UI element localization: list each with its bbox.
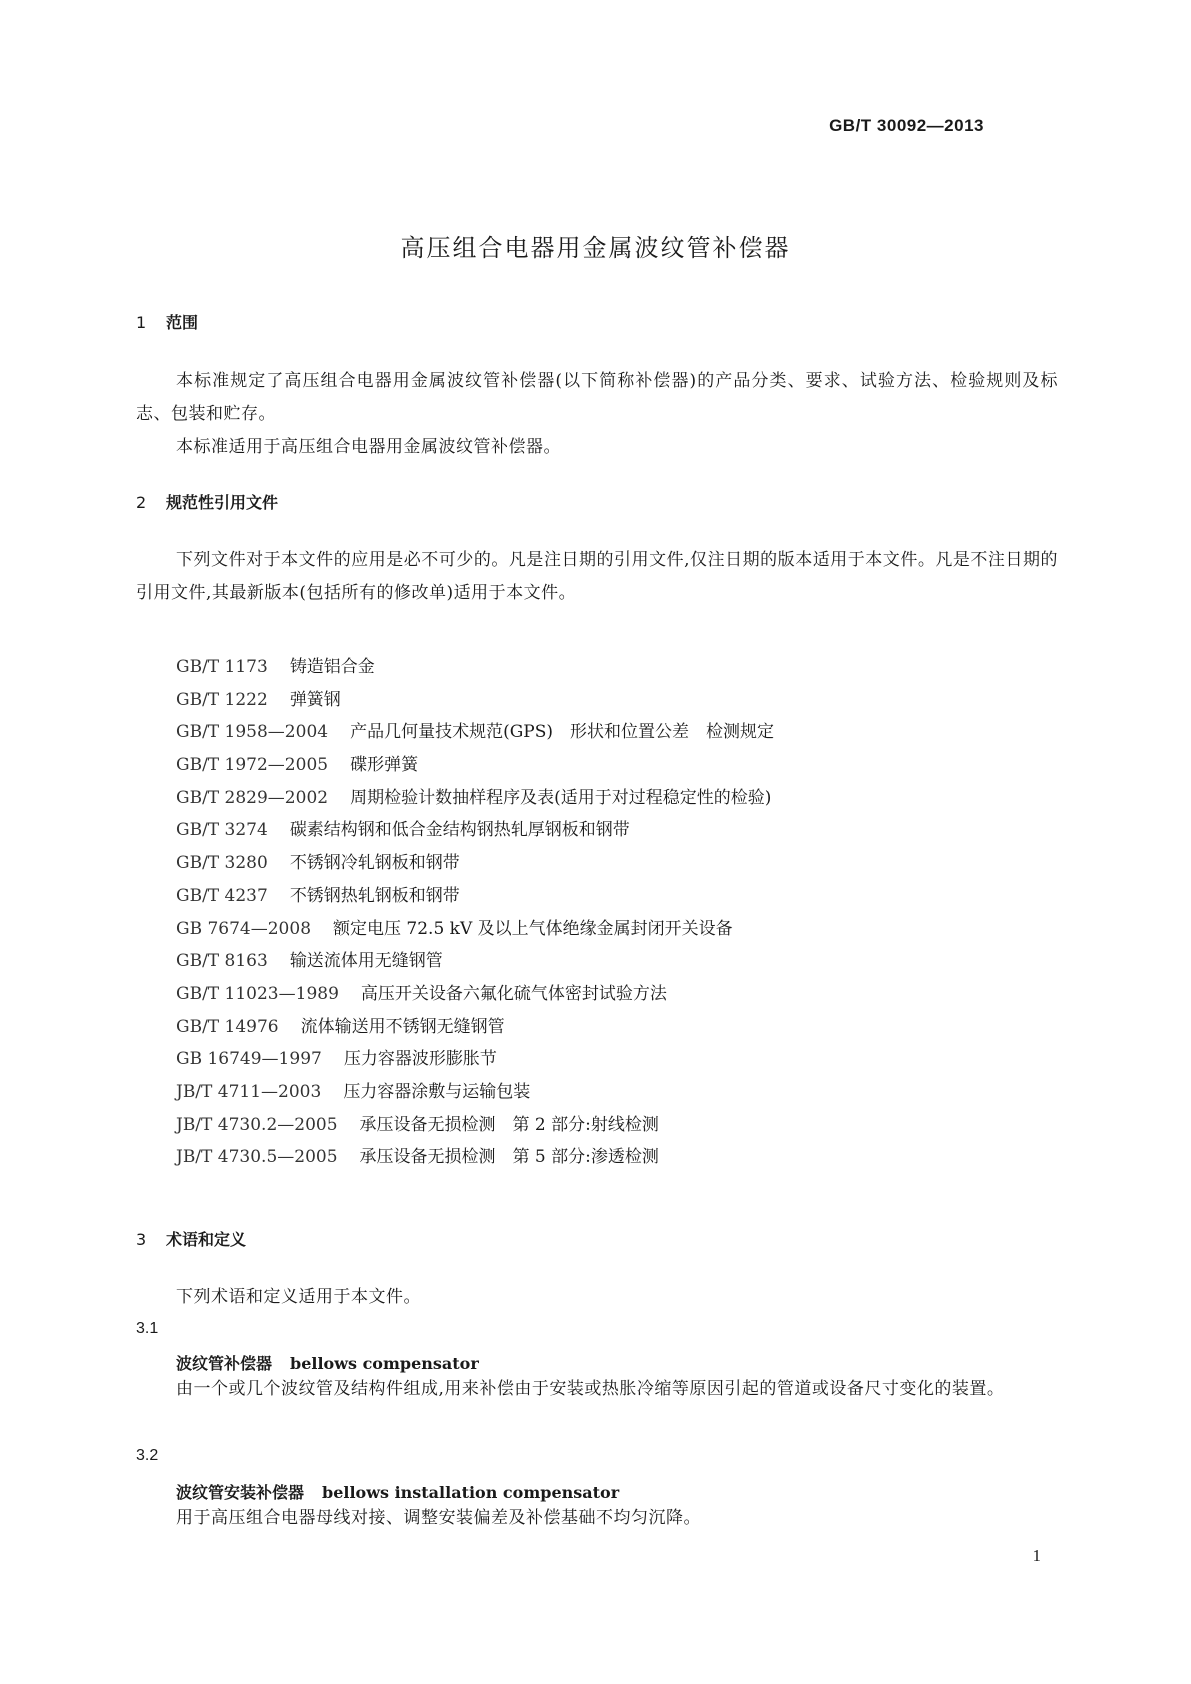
reference-title: 输送流体用无缝钢管 xyxy=(289,951,443,972)
reference-code: GB/T 2829—2002 xyxy=(176,787,329,808)
document-title: 高压组合电器用金属波纹管补偿器 xyxy=(400,234,791,262)
term-name-en: bellows compensator xyxy=(290,1354,479,1373)
standard-code: GB/T 30092—2013 xyxy=(829,116,984,135)
section-3-heading xyxy=(136,1227,246,1250)
paragraph: 本标准规定了高压组合电器用金属波纹管补偿器(以下简称补偿器)的产品分类、要求、试验方法、检验规则及标志、包装和贮存。 xyxy=(136,371,1058,424)
paragraph: 下列文件对于本文件的应用是必不可少的。凡是注日期的引用文件,仅注日期的版本适用于本文件。凡是不注日期的引用文件,其最新版本(包括所有的修改单)适用于本文件。 xyxy=(136,550,1058,603)
reference-title: 不锈钢热轧钢板和钢带 xyxy=(289,885,460,906)
reference-item xyxy=(176,684,774,717)
term-definition xyxy=(136,1373,1058,1406)
section-number: 1 xyxy=(136,313,147,332)
section-number: 3 xyxy=(136,1230,147,1249)
reference-title: 不锈钢冷轧钢板和钢带 xyxy=(289,853,460,874)
reference-title: 产品几何量技术规范(GPS) 形状和位置公差 检测规定 xyxy=(350,722,775,743)
reference-code: GB/T 1222 xyxy=(176,689,268,710)
reference-code: JB/T 4730.2—2005 xyxy=(176,1114,338,1135)
reference-item xyxy=(176,847,774,880)
reference-code: GB/T 1173 xyxy=(176,657,268,677)
reference-title: 压力容器涂敷与运输包装 xyxy=(343,1081,531,1102)
reference-item xyxy=(176,782,774,815)
reference-title: 周期检验计数抽样程序及表(适用于对过程稳定性的检验) xyxy=(350,787,772,808)
reference-code: GB/T 8163 xyxy=(176,951,268,972)
term-name-zh: 波纹管安装补偿器 xyxy=(176,1483,305,1502)
reference-item xyxy=(176,978,774,1011)
section-title: 规范性引用文件 xyxy=(166,493,279,512)
reference-code: GB/T 1958—2004 xyxy=(176,722,329,743)
reference-title: 流体输送用不锈钢无缝钢管 xyxy=(300,1016,505,1037)
reference-title: 承压设备无损检测 第 2 部分:射线检测 xyxy=(359,1114,659,1135)
reference-item xyxy=(176,913,774,946)
term-name-en: bellows installation compensator xyxy=(322,1483,620,1502)
paragraph: 下列术语和定义适用于本文件。 xyxy=(176,1287,421,1307)
reference-title: 承压设备无损检测 第 5 部分:渗透检测 xyxy=(359,1147,659,1168)
term-name xyxy=(176,1351,479,1374)
reference-title: 碳素结构钢和低合金结构钢热轧厚钢板和钢带 xyxy=(289,820,630,841)
section-title: 范围 xyxy=(166,313,199,332)
term-name xyxy=(176,1480,619,1503)
section-1-heading xyxy=(136,310,198,333)
reference-code: GB 16749—1997 xyxy=(176,1049,322,1070)
reference-item xyxy=(176,651,774,684)
section-2-heading xyxy=(136,490,278,513)
reference-title: 铸造铝合金 xyxy=(289,657,375,677)
section-number: 2 xyxy=(136,493,147,512)
reference-item xyxy=(176,716,774,749)
reference-title: 额定电压 72.5 kV 及以上气体绝缘金属封闭开关设备 xyxy=(333,918,733,939)
term-name-zh: 波纹管补偿器 xyxy=(176,1354,273,1373)
reference-title: 高压开关设备六氟化硫气体密封试验方法 xyxy=(360,983,667,1004)
normative-reference-list xyxy=(176,651,774,1174)
paragraph: 由一个或几个波纹管及结构件组成,用来补偿由于安装或热胀冷缩等原因引起的管道或设备尺寸变化的装置。 xyxy=(176,1379,1005,1399)
reference-item xyxy=(176,1011,774,1044)
section-3-intro xyxy=(136,1281,1058,1314)
reference-item xyxy=(176,1109,774,1142)
reference-item xyxy=(176,880,774,913)
reference-item xyxy=(176,1076,774,1109)
reference-code: GB 7674—2008 xyxy=(176,918,312,939)
section-1-body xyxy=(136,365,1058,464)
section-title: 术语和定义 xyxy=(166,1230,247,1249)
reference-title: 弹簧钢 xyxy=(289,689,341,710)
term-number: 3.2 xyxy=(136,1447,159,1464)
reference-item xyxy=(176,1043,774,1076)
reference-code: GB/T 11023—1989 xyxy=(176,983,339,1004)
paragraph: 本标准适用于高压组合电器用金属波纹管补偿器。 xyxy=(176,437,561,457)
paragraph: 用于高压组合电器母线对接、调整安装偏差及补偿基础不均匀沉降。 xyxy=(176,1508,701,1528)
reference-code: JB/T 4730.5—2005 xyxy=(176,1147,338,1168)
reference-code: GB/T 3280 xyxy=(176,853,268,874)
section-2-intro xyxy=(136,544,1058,610)
reference-title: 碟形弹簧 xyxy=(350,755,419,776)
reference-item xyxy=(176,814,774,847)
reference-title: 压力容器波形膨胀节 xyxy=(343,1049,497,1070)
reference-code: GB/T 4237 xyxy=(176,885,268,906)
page-number: 1 xyxy=(1032,1546,1041,1565)
reference-code: JB/T 4711—2003 xyxy=(176,1081,322,1102)
reference-code: GB/T 14976 xyxy=(176,1016,279,1037)
reference-code: GB/T 3274 xyxy=(176,820,268,841)
reference-item xyxy=(176,749,774,782)
reference-code: GB/T 1972—2005 xyxy=(176,755,329,776)
term-number: 3.1 xyxy=(136,1320,159,1337)
reference-item xyxy=(176,945,774,978)
reference-item xyxy=(176,1141,774,1174)
term-definition xyxy=(136,1502,1058,1535)
